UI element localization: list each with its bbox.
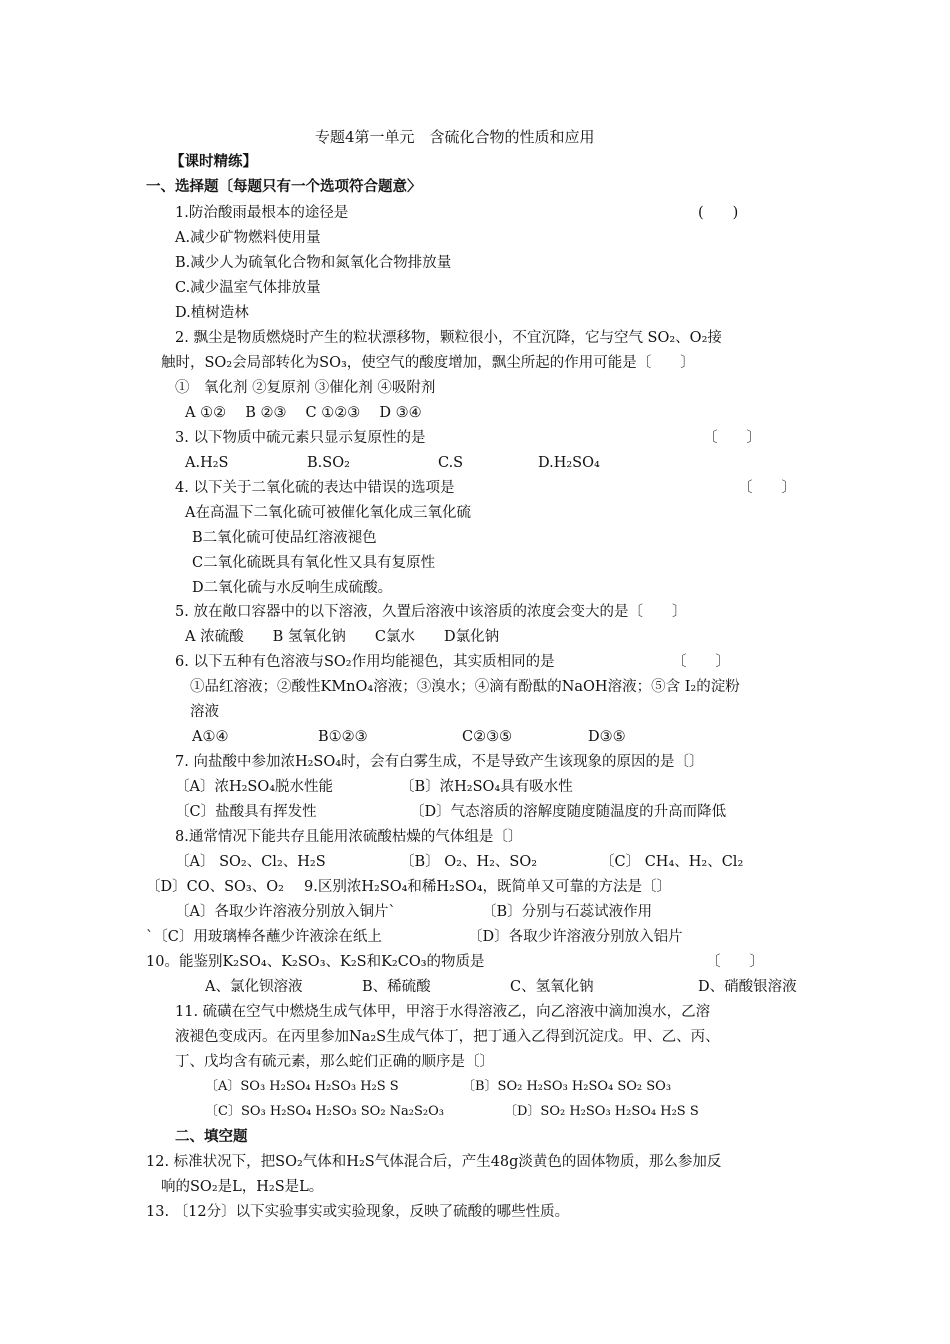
- q6-option-d: D③⑤: [588, 729, 626, 745]
- q5-stem: 5. 放在敞口容器中的以下溶液，久置后溶液中该溶质的浓度会变大的是〔 〕: [175, 604, 687, 620]
- q6-option-a: A①④: [192, 729, 229, 745]
- q1-stem: 1.防治酸雨最根本的途径是: [175, 205, 349, 221]
- q4-option-c: C二氧化硫既具有氧化性又具有复原性: [192, 555, 436, 571]
- q8-option-a: 〔A〕 SO₂、Cl₂、H₂S: [175, 854, 326, 870]
- q5-options: A 浓硫酸 B 氢氧化钠 C氯水 D氯化钠: [185, 629, 500, 645]
- q9-option-c: `〔C〕用玻璃棒各蘸少许液涂在纸上: [146, 929, 382, 945]
- q8-option-d: 〔D〕CO、SO₃、O₂: [146, 879, 284, 895]
- q3-option-a: A.H₂S: [185, 455, 229, 471]
- q1-answer-bracket: ( ): [698, 205, 739, 221]
- q4-stem: 4. 以下关于二氧化硫的表达中错误的选项是: [175, 480, 455, 496]
- q13-line1: 13. 〔12分〕以下实验事实或实验现象，反映了硫酸的哪些性质。: [146, 1204, 570, 1220]
- q11-option-d: 〔D〕SO₂ H₂SO₃ H₂SO₄ H₂S S: [504, 1104, 699, 1119]
- page-title: 专题4第一单元 含硫化合物的性质和应用: [315, 128, 595, 146]
- q11-option-b: 〔B〕SO₂ H₂SO₃ H₂SO₄ SO₂ SO₃: [462, 1079, 672, 1094]
- q10-option-d: D、硝酸银溶液: [698, 979, 797, 995]
- q9-option-a: 〔A〕各取少许溶液分别放入铜片`: [175, 904, 396, 920]
- q11-line2: 液褪色变成丙。在丙里参加Na₂S生成气体丁，把丁通入乙得到沉淀戊。甲、乙、丙、: [175, 1029, 720, 1045]
- q4-option-b: B二氧化硫可使品红溶液褪色: [192, 530, 377, 546]
- q3-option-c: C.S: [438, 455, 464, 471]
- q2-line2: 触时，SO₂会局部转化为SO₃，使空气的酸度增加，飘尘所起的作用可能是〔 〕: [161, 355, 695, 371]
- q6-option-c: C②③⑤: [462, 729, 513, 745]
- q7-option-d: 〔D〕气态溶质的溶解度随度随温度的升高而降低: [410, 804, 727, 820]
- q8-option-c: 〔C〕 CH₄、H₂、Cl₂: [600, 854, 744, 870]
- q7-stem: 7. 向盐酸中参加浓H₂SO₄时，会有白雾生成，不是导致产生该现象的原因的是〔〕: [175, 754, 704, 770]
- q11-option-c: 〔C〕SO₃ H₂SO₄ H₂SO₃ SO₂ Na₂S₂O₃: [205, 1104, 444, 1119]
- q1-option-d: D.植树造林: [175, 305, 249, 321]
- q4-option-d: D二氧化硫与水反响生成硫酸。: [192, 580, 393, 596]
- q12-line1: 12. 标准状况下，把SO₂气体和H₂S气体混合后，产生48g淡黄色的固体物质，那么参加反: [146, 1154, 722, 1170]
- q7-option-b: 〔B〕浓H₂SO₄具有吸水性: [400, 779, 573, 795]
- q10-option-b: B、稀硫酸: [362, 979, 431, 995]
- q8-stem: 8.通常情况下能共存且能用浓硫酸枯燥的气体组是〔〕: [175, 829, 523, 845]
- q4-answer-bracket: 〔 〕: [738, 480, 796, 496]
- q3-option-d: D.H₂SO₄: [538, 455, 600, 471]
- q7-option-c: 〔C〕盐酸具有挥发性: [175, 804, 317, 820]
- q11-line1: 11. 硫磺在空气中燃烧生成气体甲，甲溶于水得溶液乙，向乙溶液中滴加溴水，乙溶: [175, 1004, 711, 1020]
- q6-list-line2: 溶液: [190, 704, 219, 720]
- q8-option-b: 〔B〕 O₂、H₂、SO₂: [400, 854, 538, 870]
- q7-option-a: 〔A〕浓H₂SO₄脱水性能: [175, 779, 334, 795]
- q2-line1: 2. 飘尘是物质燃烧时产生的粒状漂移物，颗粒很小，不宜沉降，它与空气 SO₂、O₂接: [175, 330, 722, 346]
- q1-option-b: B.减少人为硫氧化合物和氮氧化合物排放量: [175, 255, 452, 271]
- section-label: 【课时精练】: [170, 154, 257, 170]
- q12-line2: 响的SO₂是L，H₂S是L。: [161, 1179, 324, 1195]
- q3-stem: 3. 以下物质中硫元素只显示复原性的是: [175, 430, 426, 446]
- q6-stem: 6. 以下五种有色溶液与SO₂作用均能褪色，其实质相同的是: [175, 654, 555, 670]
- section1-heading: 一、选择题〔每题只有一个选项符合题意〉: [146, 179, 422, 195]
- q3-answer-bracket: 〔 〕: [703, 430, 761, 446]
- q10-option-a: A、氯化钡溶液: [205, 979, 303, 995]
- q1-option-a: A.减少矿物燃料使用量: [175, 230, 321, 246]
- q6-list-line1: ①品红溶液；②酸性KMnO₄溶液；③溴水；④滴有酚酞的NaOH溶液；⑤含 I₂的淀粉: [190, 679, 740, 695]
- q9-option-b: 〔B〕分别与石蕊试液作用: [482, 904, 653, 920]
- q6-answer-bracket: 〔 〕: [672, 654, 730, 670]
- q11-option-a: 〔A〕SO₃ H₂SO₄ H₂SO₃ H₂S S: [205, 1079, 399, 1094]
- q10-stem: 10。能鉴别K₂SO₄、K₂SO₃、K₂S和K₂CO₃的物质是: [146, 954, 485, 970]
- q6-option-b: B①②③: [318, 729, 368, 745]
- q4-option-a: A在高温下二氧化硫可被催化氧化成三氧化硫: [185, 505, 471, 521]
- q9-stem: 9.区别浓H₂SO₄和稀H₂SO₄，既简单又可靠的方法是〔〕: [304, 879, 672, 895]
- section2-heading: 二、填空题: [175, 1129, 248, 1145]
- q10-answer-bracket: 〔 〕: [706, 954, 764, 970]
- q10-option-c: C、氢氧化钠: [510, 979, 594, 995]
- q2-roles: ① 氧化剂 ②复原剂 ③催化剂 ④吸附剂: [175, 380, 436, 396]
- q1-option-c: C.减少温室气体排放量: [175, 280, 321, 296]
- q9-option-d: 〔D〕各取少许溶液分别放入铝片: [468, 929, 683, 945]
- q2-options: A ①② B ②③ C ①②③ D ③④: [185, 405, 422, 421]
- q11-line3: 丁、戊均含有硫元素，那么蛇们正确的顺序是〔〕: [175, 1054, 494, 1070]
- q3-option-b: B.SO₂: [307, 455, 350, 471]
